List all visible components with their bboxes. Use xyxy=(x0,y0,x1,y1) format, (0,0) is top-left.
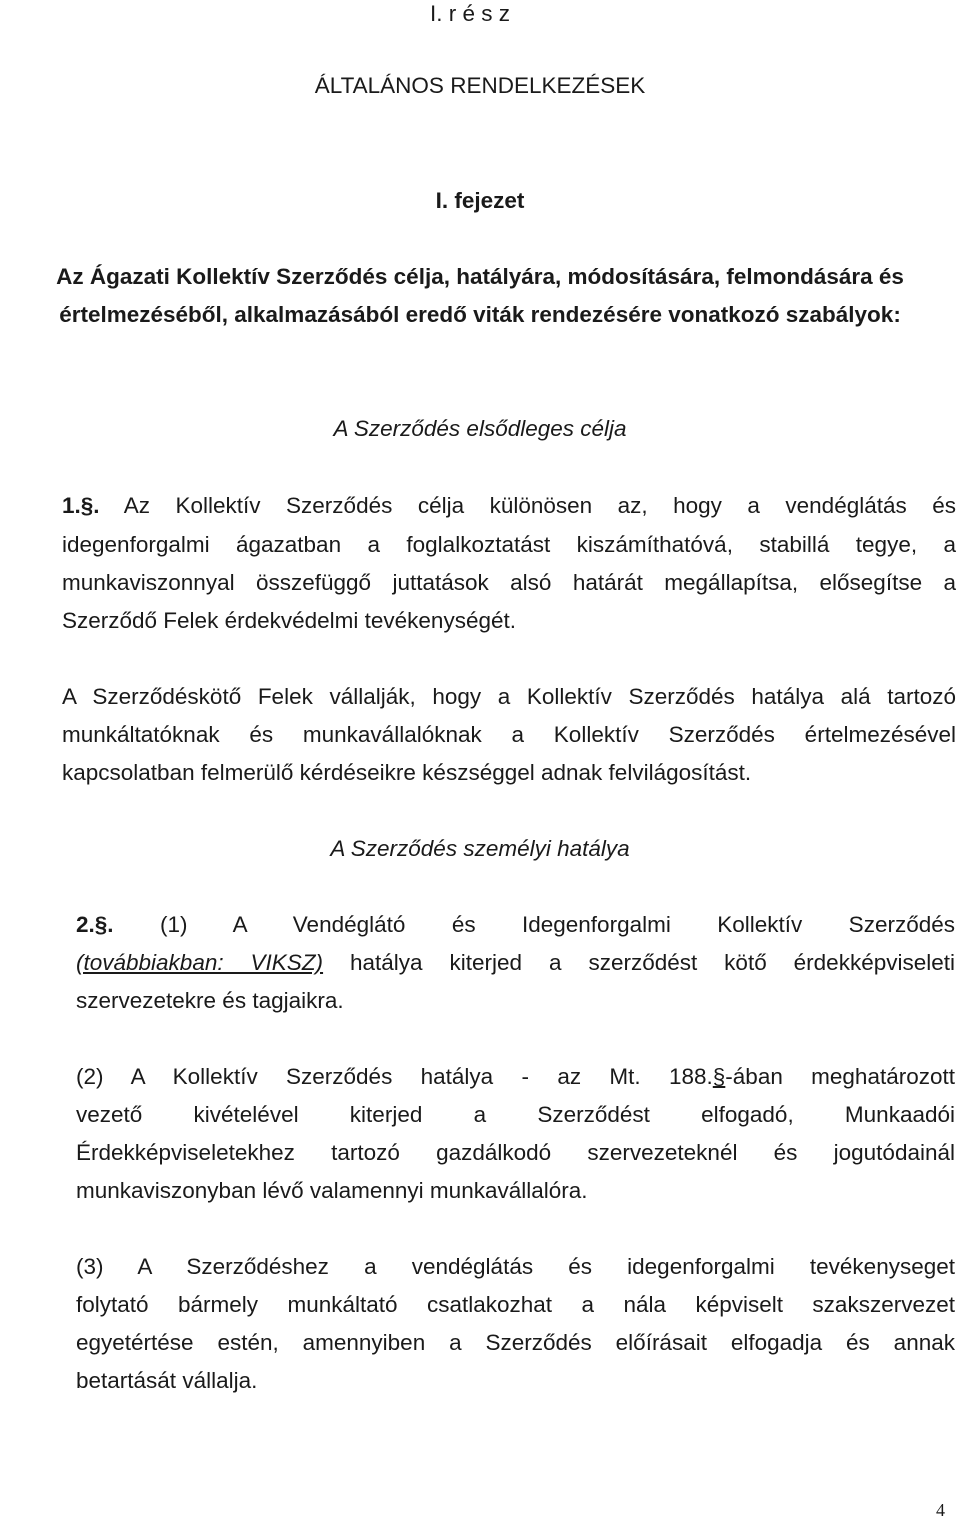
section-1-line-3: munkaviszonnyal összefüggő juttatások alsó határát megállapítsa, elősegítse a xyxy=(62,570,956,595)
section-2-para-1-line-3: szervezetekre és tagjaikra. xyxy=(76,988,344,1013)
section-1-number: 1.§. xyxy=(62,493,100,518)
section-2-para-1-line-2-text: hatálya kiterjed a szerződést kötő érdekképviseleti xyxy=(350,950,955,975)
section-2-para-1-line-1-text: (1) A Vendéglátó és Idegenforgalmi Kollektív Szerződés xyxy=(159,912,955,937)
paragraph-symbol: § xyxy=(712,1064,726,1089)
section-2-para-2-line-1-post: -ában meghatározott xyxy=(725,1064,955,1089)
part-title: I. r é s z xyxy=(430,1,511,26)
section-1-para-2-line-3: kapcsolatban felmerülő kérdéseikre készséggel adnak felvilágosítást. xyxy=(62,760,752,785)
section-1-para-2-line-2: munkáltatóknak és munkavállalóknak a Kollektív Szerződés értelmezésével xyxy=(62,722,956,747)
section-2-para-1-line-2 xyxy=(76,952,955,975)
section-1-line-1-text: Az Kollektív Szerződés célja különösen az, hogy a vendéglátás és xyxy=(123,493,956,518)
chapter-heading-line-2: értelmezéséből, alkalmazásából eredő viták rendezésére vonatkozó szabályok: xyxy=(59,302,901,327)
chapter-title: I. fejezet xyxy=(435,188,525,213)
section-1-line-1 xyxy=(62,495,956,518)
section-2-heading: A Szerződés személyi hatálya xyxy=(330,836,630,861)
section-2-para-2-line-1-pre: (2) A Kollektív Szerződés hatálya - az Mt. 188. xyxy=(76,1064,713,1089)
section-2-number: 2.§. xyxy=(76,912,114,937)
part-subtitle: ÁLTALÁNOS RENDELKEZÉSEK xyxy=(314,73,646,98)
section-2-para-3-line-4: betartását vállalja. xyxy=(76,1368,258,1393)
section-2-para-1-line-1 xyxy=(76,914,955,937)
chapter-heading-line-1: Az Ágazati Kollektív Szerződés célja, hatályára, módosítására, felmondására és xyxy=(56,264,904,289)
section-2-para-3-line-3: egyetértése estén, amennyiben a Szerződés előírásait elfogadja és annak xyxy=(76,1330,955,1355)
page-number: 4 xyxy=(936,1500,945,1520)
section-2-para-2-line-3: Érdekképviseletekhez tartozó gazdálkodó szervezeteknél és jogutódainál xyxy=(76,1140,955,1165)
section-2-para-3-line-2: folytató bármely munkáltató csatlakozhat a nála képviselt szakszervezet xyxy=(76,1292,955,1317)
section-2-para-3-line-1: (3) A Szerződéshez a vendéglátás és idegenforgalmi tevékenyseget xyxy=(76,1254,955,1279)
viksz-abbreviation: (továbbiakban: VIKSZ) xyxy=(76,950,324,975)
section-2-para-2-line-4: munkaviszonyban lévő valamennyi munkavállalóra. xyxy=(76,1178,588,1203)
section-1-line-4: Szerződő Felek érdekvédelmi tevékenységét. xyxy=(62,608,516,633)
section-1-line-2: idegenforgalmi ágazatban a foglalkoztatást kiszámíthatóvá, stabillá tegye, a xyxy=(62,532,956,557)
section-1-para-2-line-1: A Szerződéskötő Felek vállalják, hogy a Kollektív Szerződés hatálya alá tartozó xyxy=(62,684,956,709)
section-2-para-2-line-2: vezető kivételével kiterjed a Szerződést elfogadó, Munkaadói xyxy=(76,1102,955,1127)
section-1-heading: A Szerződés elsődleges célja xyxy=(333,416,627,441)
section-2-para-2-line-1 xyxy=(76,1066,955,1089)
